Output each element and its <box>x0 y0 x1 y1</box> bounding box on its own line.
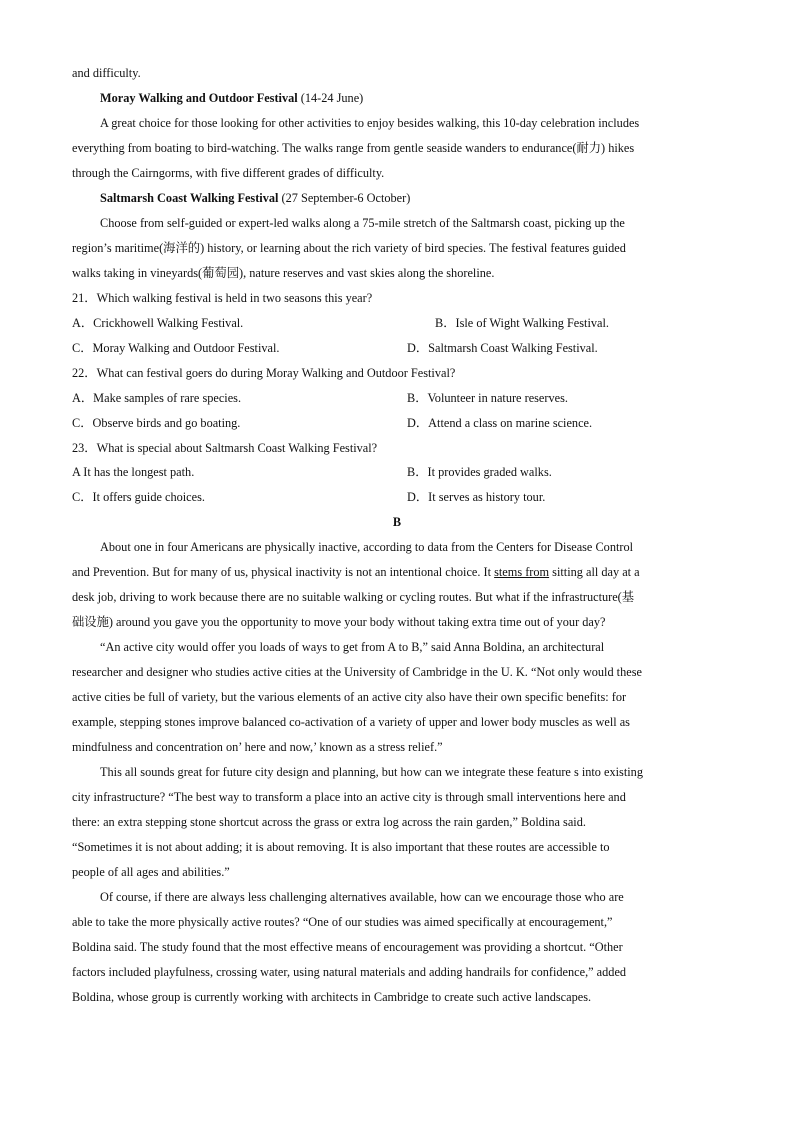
option-c: C．Observe birds and go boating. <box>72 416 241 430</box>
festival-dates: (14-24 June) <box>297 91 364 105</box>
paragraph-line: region’s maritime(海洋的) history, or learning about the rich variety of bird species. The festival features guided <box>72 241 626 255</box>
option-a: A It has the longest path. <box>72 465 195 479</box>
option-d: D．It serves as history tour. <box>407 490 546 504</box>
question-stem: 22．What can festival goers do during Moray Walking and Outdoor Festival? <box>72 366 456 380</box>
paragraph-line: “An active city would offer you loads of ways to get from A to B,” said Anna Boldina, an architectural <box>100 640 605 654</box>
paragraph-line: factors included playfulness, crossing water, using natural materials and adding handrails for confidence,” added <box>72 965 627 979</box>
question-stem: 23．What is special about Saltmarsh Coast Walking Festival? <box>72 441 378 455</box>
paragraph-line: About one in four Americans are physically inactive, according to data from the Centers for Disease Control <box>100 540 634 554</box>
option-b: B．It provides graded walks. <box>407 465 552 479</box>
option-b: B．Volunteer in nature reserves. <box>407 391 568 405</box>
paragraph-line: there: an extra stepping stone shortcut across the grass or extra log across the rain garden,” Boldina said. <box>72 815 586 829</box>
option-a: A．Make samples of rare species. <box>72 391 242 405</box>
paragraph-line: Boldina said. The study found that the most effective means of encouragement was providing a shortcut. “Other <box>72 940 623 954</box>
paragraph-line: Boldina, whose group is currently working with architects in Cambridge to create such active landscapes. <box>72 990 592 1004</box>
option-d: D．Saltmarsh Coast Walking Festival. <box>407 341 598 355</box>
festival-name: Moray Walking and Outdoor Festival <box>100 91 298 105</box>
text-span: and Prevention. But for many of us, physical inactivity is not an intentional choice. It <box>72 565 495 579</box>
paragraph-line: people of all ages and abilities.” <box>72 865 230 879</box>
option-c: C．It offers guide choices. <box>72 490 205 504</box>
paragraph-line: 础设施) around you gave you the opportunity to move your body without taking extra time out of your day? <box>72 615 606 629</box>
paragraph-line: mindfulness and concentration on’ here and now,’ known as a stress relief.” <box>72 740 443 754</box>
paragraph-line: Of course, if there are always less challenging alternatives available, how can we encourage those who are <box>100 890 624 904</box>
paragraph-line: researcher and designer who studies active cities at the University of Cambridge in the U. K. “Not only would these <box>72 665 642 679</box>
option-b: B．Isle of Wight Walking Festival. <box>435 316 609 330</box>
paragraph-line: city infrastructure? “The best way to transform a place into an active city is through small interventions here and <box>72 790 626 804</box>
paragraph-line: desk job, driving to work because there are no suitable walking or cycling routes. But what if the infrastructure(基 <box>72 590 635 604</box>
option-c: C．Moray Walking and Outdoor Festival. <box>72 341 280 355</box>
paragraph-line: able to take the more physically active routes? “One of our studies was aimed specifically at encouragement,” <box>72 915 613 929</box>
paragraph-line: A great choice for those looking for other activities to enjoy besides walking, this 10-day celebration includes <box>100 116 640 130</box>
option-a: A．Crickhowell Walking Festival. <box>72 316 244 330</box>
paragraph-line: This all sounds great for future city design and planning, but how can we integrate these feature s into existing <box>100 765 643 779</box>
paragraph-line: everything from boating to bird-watching. The walks range from gentle seaside wanders to endurance(耐力) hikes <box>72 141 635 155</box>
paragraph-line: through the Cairngorms, with five different grades of difficulty. <box>72 166 385 180</box>
paragraph-line: “Sometimes it is not about adding; it is about removing. It is also important that these routes are accessible to <box>72 840 610 854</box>
underlined-phrase: stems from <box>494 565 550 579</box>
festival-heading-saltmarsh <box>100 186 410 211</box>
paragraph-line: walks taking in vineyards(葡萄园), nature reserves and vast skies along the shoreline. <box>72 266 495 280</box>
paragraph-line: active cities be full of variety, but the various elements of an active city also have their own specific benefits: for <box>72 690 627 704</box>
option-d: D．Attend a class on marine science. <box>407 416 593 430</box>
text-span: sitting all day at a <box>549 565 640 579</box>
section-heading: B <box>392 515 402 529</box>
paragraph-line <box>72 560 640 585</box>
festival-heading-moray <box>100 86 363 111</box>
paragraph-line: example, stepping stones improve balanced co-activation of a variety of upper and lower body muscles as well as <box>72 715 630 729</box>
festival-name: Saltmarsh Coast Walking Festival <box>100 191 279 205</box>
intro-tail: and difficulty. <box>72 66 141 80</box>
paragraph-line: Choose from self-guided or expert-led walks along a 75-mile stretch of the Saltmarsh coast, picking up the <box>100 216 625 230</box>
festival-dates: (27 September-6 October) <box>278 191 411 205</box>
question-stem: 21．Which walking festival is held in two seasons this year? <box>72 291 373 305</box>
